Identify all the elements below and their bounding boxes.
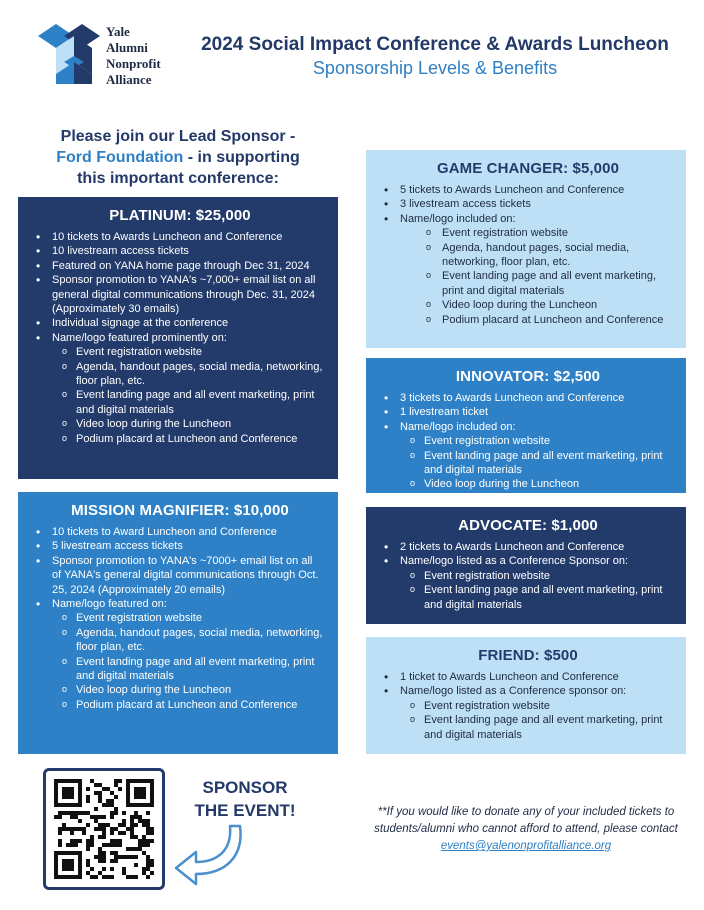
- benefit-subitem: o Event landing page and all event marketing, print and digital materials: [384, 583, 672, 612]
- benefit-item: • 1 ticket to Awards Luncheon and Conference: [384, 670, 672, 684]
- benefit-subitem: o Agenda, handout pages, social media, networking, floor plan, etc.: [384, 241, 672, 270]
- benefit-subitem: o Event registration website: [36, 611, 324, 625]
- page-subtitle: Sponsorship Levels & Benefits: [312, 58, 558, 78]
- benefit-subitem: o Podium placard at Luncheon and Conference: [36, 698, 324, 712]
- benefit-item: • 5 tickets to Awards Luncheon and Conference: [384, 183, 672, 197]
- benefit-subitem: o Agenda, handout pages, social media, networking, floor plan, etc.: [36, 360, 324, 389]
- benefit-subitem: o Video loop during the Luncheon: [384, 298, 672, 312]
- benefit-subitem: o Event registration website: [384, 434, 672, 448]
- tier-innovator: [366, 358, 686, 493]
- tier-title: PLATINUM: $25,000: [109, 207, 251, 224]
- benefit-item: • 5 livestream access tickets: [36, 539, 324, 553]
- tier-title: MISSION MAGNIFIER: $10,000: [71, 502, 289, 519]
- benefit-subitem: o Event landing page and all event marketing, print and digital materials: [36, 655, 324, 684]
- sponsor-cta: [178, 776, 312, 822]
- benefit-subitem: o Event registration website: [384, 699, 672, 713]
- tier-mission-magnifier: [18, 492, 338, 754]
- tier-title: GAME CHANGER: $5,000: [436, 160, 620, 177]
- benefit-subitem: o Event registration website: [384, 226, 672, 240]
- yana-logo-mark: [34, 22, 104, 88]
- benefit-item: • 1 livestream ticket: [384, 405, 672, 419]
- tier-advocate: [366, 507, 686, 624]
- qr-code-image: [54, 779, 154, 879]
- benefit-subitem: o Event landing page and all event marketing, print and digital materials: [36, 388, 324, 417]
- benefit-item: • 3 livestream access tickets: [384, 197, 672, 211]
- benefit-item: • Name/logo featured on:: [36, 597, 324, 611]
- benefit-item: • 2 tickets to Awards Luncheon and Conference: [384, 540, 672, 554]
- benefit-list: [36, 525, 324, 712]
- benefit-subitem: o Video loop during the Luncheon: [36, 683, 324, 697]
- lead-sponsor-name: Ford Foundation: [56, 149, 184, 166]
- cta-line-1: SPONSOR: [202, 778, 288, 797]
- intro-rest: - in supporting this important conference:: [77, 149, 300, 187]
- benefit-subitem: o Agenda, handout pages, social media, networking, floor plan, etc.: [36, 626, 324, 655]
- page-title: 2024 Social Impact Conference & Awards Luncheon: [201, 34, 669, 55]
- benefit-item: • Name/logo listed as a Conference Sponsor on:: [384, 554, 672, 568]
- benefit-item: • Sponsor promotion to YANA's ~7,000+ email list on all general digital communications through Dec. 31, 2024 (Approximately 30 emails): [36, 273, 324, 316]
- contact-email-link[interactable]: events@yalenonprofitalliance.org: [440, 840, 612, 852]
- yana-logo: [34, 22, 194, 92]
- benefit-subitem: o Podium placard at Luncheon and Conference: [36, 432, 324, 446]
- benefit-subitem: o Podium placard at Luncheon and Conference: [384, 313, 672, 327]
- tier-title: FRIEND: $500: [478, 647, 578, 664]
- tier-platinum: [18, 197, 338, 479]
- benefit-item: • Sponsor promotion to YANA's ~7000+ email list on all of YANA's general digital communications through Oct. 25, 2024 (Approximately 20 emails): [36, 554, 324, 597]
- benefit-list: [36, 230, 324, 446]
- curved-arrow-icon: [170, 822, 254, 886]
- intro-lead: Please join our Lead Sponsor -: [60, 128, 296, 145]
- benefit-item: • Name/logo included on:: [384, 420, 672, 434]
- benefit-subitem: o Event registration website: [36, 345, 324, 359]
- benefit-subitem: o Video loop during the Luncheon: [36, 417, 324, 431]
- lead-sponsor-intro: [40, 126, 316, 189]
- benefit-subitem: o Event registration website: [384, 569, 672, 583]
- tier-game-changer: [366, 150, 686, 348]
- benefit-subitem: o Event landing page and all event marketing, print and digital materials: [384, 269, 672, 298]
- qr-code[interactable]: [43, 768, 165, 890]
- benefit-list: [384, 670, 672, 742]
- cta-line-2: THE EVENT!: [194, 801, 296, 820]
- tier-title: ADVOCATE: $1,000: [458, 517, 598, 534]
- benefit-list: [384, 540, 672, 612]
- donation-note-text: **If you would like to donate any of your included tickets to students/alumni who cannot afford to attend, please contact: [374, 806, 678, 835]
- benefit-item: • Name/logo featured prominently on:: [36, 331, 324, 345]
- benefit-item: • 3 tickets to Awards Luncheon and Conference: [384, 391, 672, 405]
- benefit-item: • 10 tickets to Award Luncheon and Conference: [36, 525, 324, 539]
- benefit-item: • Name/logo listed as a Conference sponsor on:: [384, 684, 672, 698]
- benefit-item: • Name/logo included on:: [384, 212, 672, 226]
- benefit-subitem: o Event landing page and all event marketing, print and digital materials: [384, 713, 672, 742]
- benefit-item: • 10 tickets to Awards Luncheon and Conference: [36, 230, 324, 244]
- benefit-item: • 10 livestream access tickets: [36, 244, 324, 258]
- benefit-item: • Individual signage at the conference: [36, 316, 324, 330]
- benefit-item: • Featured on YANA home page through Dec 31, 2024: [36, 259, 324, 273]
- tier-friend: [366, 637, 686, 754]
- benefit-subitem: o Video loop during the Luncheon: [384, 477, 672, 491]
- benefit-subitem: o Event landing page and all event marketing, print and digital materials: [384, 449, 672, 478]
- donation-note: [366, 804, 686, 855]
- tier-title: INNOVATOR: $2,500: [455, 368, 601, 385]
- logo-wordmark: Yale Alumni Nonprofit Alliance: [106, 24, 161, 87]
- benefit-list: [384, 391, 672, 492]
- benefit-list: [384, 183, 672, 327]
